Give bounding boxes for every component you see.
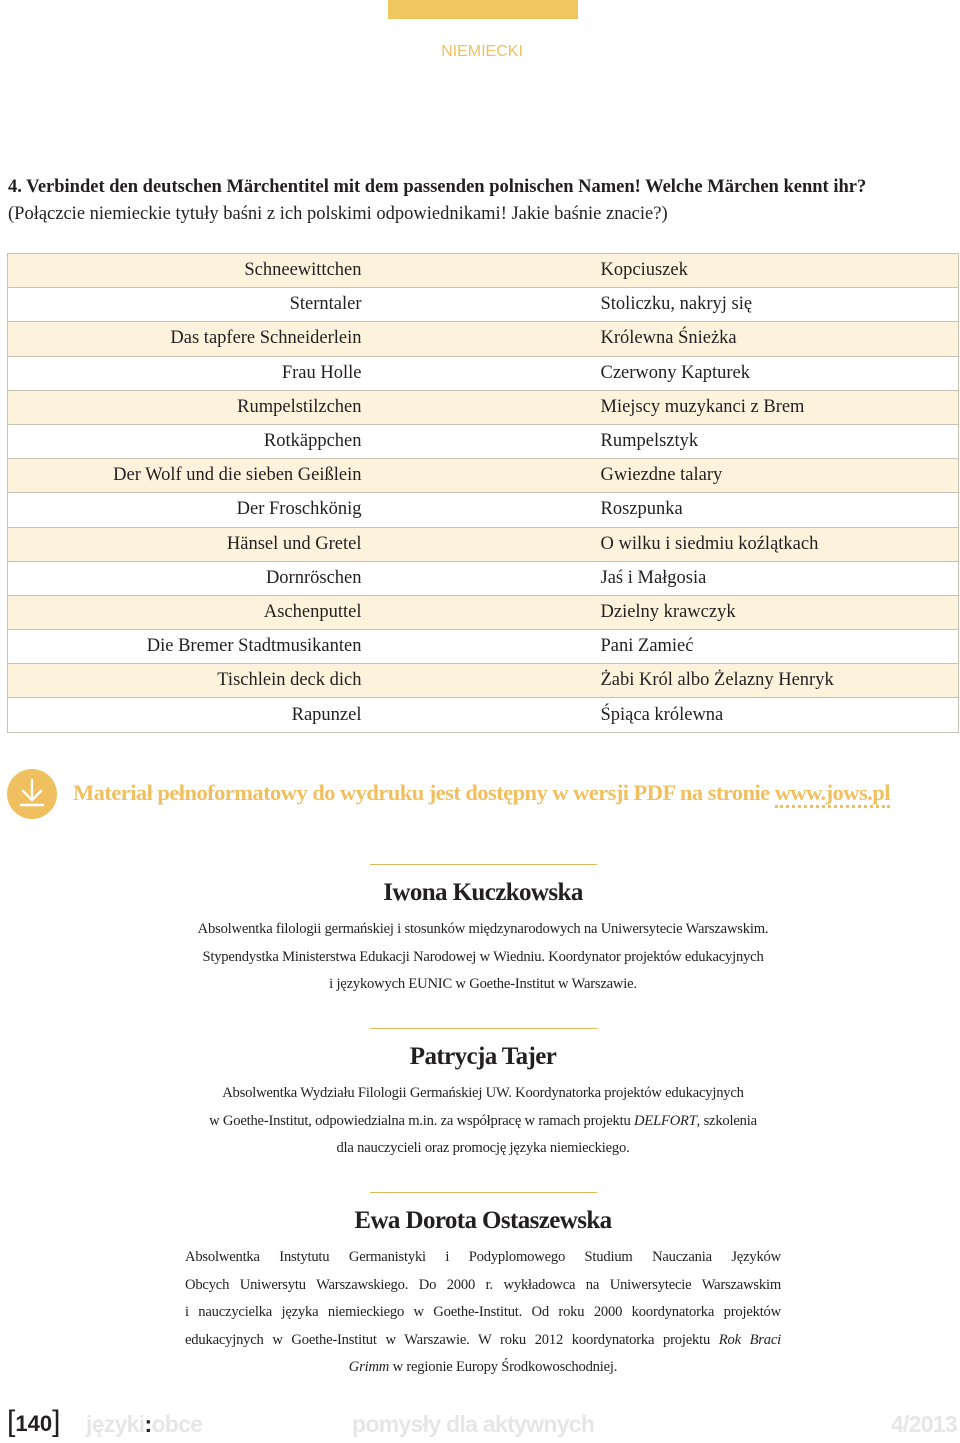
header-tab xyxy=(388,0,578,19)
german-title: Aschenputtel xyxy=(8,595,363,629)
table-row xyxy=(8,698,959,732)
table-row xyxy=(8,390,959,424)
polish-title: O wilku i siedmiu koźlątkach xyxy=(363,527,959,561)
table-row xyxy=(8,322,959,356)
table-row xyxy=(8,254,959,288)
download-link[interactable]: www.jows.pl xyxy=(775,780,890,808)
author-description: Absolwentka filologii germańskiej i stosunków międzynarodowych na Uniwersytecie Warszawskim. Stypendystka Ministerstwa Edukacji Narodowej w Wiedniu. Koordynator projektów edukacyjnych i językowych EUNIC w Goethe-Institut w Warszawie. xyxy=(197,921,769,992)
german-title: Der Wolf und die sieben Geißlein xyxy=(8,459,363,493)
page-footer xyxy=(0,1401,960,1443)
polish-title: Kopciuszek xyxy=(363,254,959,288)
project-name: Grimm xyxy=(348,1359,390,1375)
table-row xyxy=(8,424,959,458)
german-title: Dornröschen xyxy=(8,561,363,595)
matching-table xyxy=(7,253,959,733)
issue-number: 4/2013 xyxy=(890,1411,957,1437)
divider xyxy=(370,1192,597,1193)
polish-title: Stoliczku, nakryj się xyxy=(363,288,959,322)
polish-title: Śpiąca królewna xyxy=(363,698,959,732)
table-row xyxy=(8,527,959,561)
polish-title: Jaś i Małgosia xyxy=(363,561,959,595)
table-row xyxy=(8,595,959,629)
project-name: DELFORT xyxy=(634,1112,697,1129)
author-bio-2 xyxy=(185,1028,781,1163)
download-banner[interactable] xyxy=(7,769,960,821)
polish-title: Miejscy muzykanci z Brem xyxy=(363,390,959,424)
german-title: Der Froschkönig xyxy=(8,493,363,527)
german-title: Frau Holle xyxy=(8,356,363,390)
section-label: NIEMIECKI xyxy=(441,43,523,60)
table-row xyxy=(8,356,959,390)
german-title: Tischlein deck dich xyxy=(8,664,363,698)
table-row xyxy=(8,630,959,664)
polish-title: Pani Zamieć xyxy=(363,630,959,664)
polish-title: Królewna Śnieżka xyxy=(363,322,959,356)
project-name: Rok Braci xyxy=(718,1331,781,1348)
author-bio-3 xyxy=(185,1192,781,1382)
polish-title: Czerwony Kapturek xyxy=(363,356,959,390)
polish-title: Roszpunka xyxy=(363,493,959,527)
polish-title: Gwiezdne talary xyxy=(363,459,959,493)
download-icon[interactable] xyxy=(7,769,57,819)
table-row xyxy=(8,664,959,698)
magazine-title: języki:obce xyxy=(86,1411,203,1437)
author-name: Iwona Kuczkowska xyxy=(383,879,583,906)
german-title: Rumpelstilzchen xyxy=(8,390,363,424)
polish-title: Rumpelsztyk xyxy=(363,424,959,458)
divider xyxy=(370,1028,597,1029)
table-row xyxy=(8,288,959,322)
divider xyxy=(370,864,597,865)
german-title: Hänsel und Gretel xyxy=(8,527,363,561)
magazine-tagline: pomysły dla aktywnych xyxy=(352,1411,595,1437)
author-description: Absolwentka Instytutu Germanistyki i Podyplomowego Studium Nauczania Języków Obcych Uniwersytu Warszawskiego. Do 2000 r. wykładowca na Uniwersytecie Warszawskim i nauczycielka języka niemieckiego w Goethe-Institut. Od roku 2000 koordynatorka projektów edukacyjnych w Goethe-Institut w Warszawie. W roku 2012 koordynatorka projektu Rok Braci Grimm w regionie Europy Środkowoschodniej. xyxy=(185,1249,781,1375)
download-text: Materiał pełnoformatowy do wydruku jest dostępny w wersji PDF na stronie www.jows.pl xyxy=(73,780,890,806)
german-title: Rotkäppchen xyxy=(8,424,363,458)
author-name: Ewa Dorota Ostaszewska xyxy=(354,1207,612,1234)
task-translation: (Połączcie niemieckie tytuły baśni z ich polskimi odpowiednikami! Jakie baśnie znacie?) xyxy=(8,204,668,224)
table-row xyxy=(8,561,959,595)
task-heading xyxy=(8,174,960,228)
author-description: Absolwentka Wydziału Filologii Germańskiej UW. Koordynatorka projektów edukacyjnych w Goethe-Institut, odpowiedzialna m.in. za współpracę w ramach projektu DELFORT, szkolenia dla nauczycieli oraz promocję języka niemieckiego. xyxy=(209,1085,757,1156)
german-title: Die Bremer Stadtmusikanten xyxy=(8,630,363,664)
author-name: Patrycja Tajer xyxy=(409,1043,557,1070)
task-question: 4. Verbindet den deutschen Märchentitel mit dem passenden polnischen Namen! Welche Märchen kennt ihr? xyxy=(8,177,867,197)
german-title: Rapunzel xyxy=(8,698,363,732)
german-title: Sterntaler xyxy=(8,288,363,322)
polish-title: Dzielny krawczyk xyxy=(363,595,959,629)
german-title: Schneewittchen xyxy=(8,254,363,288)
page-number: [140] xyxy=(7,1405,61,1438)
polish-title: Żabi Król albo Żelazny Henryk xyxy=(363,664,959,698)
german-title: Das tapfere Schneiderlein xyxy=(8,322,363,356)
table-row xyxy=(8,493,959,527)
author-bio-1 xyxy=(185,864,781,999)
table-row xyxy=(8,459,959,493)
